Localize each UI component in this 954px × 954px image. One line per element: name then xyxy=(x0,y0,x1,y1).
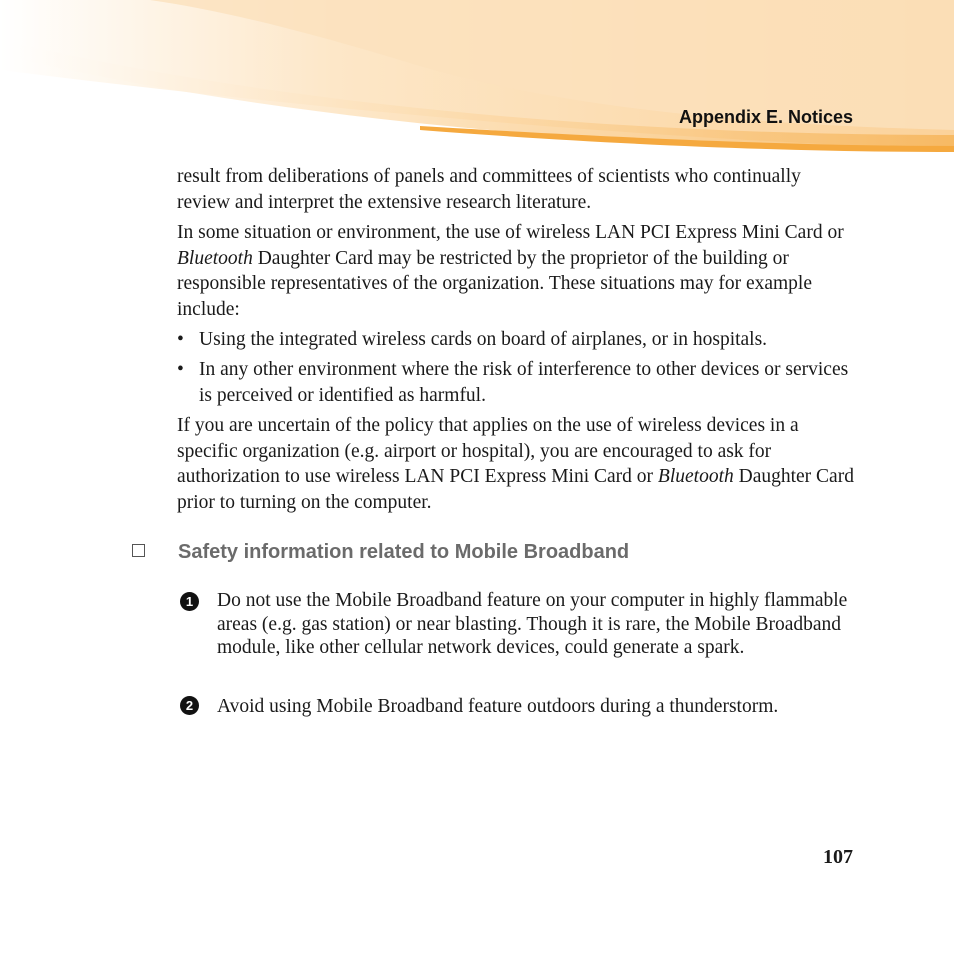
paragraph-restrictions-part-a: In some situation or environment, the use of wireless LAN PCI Express Mini Card or xyxy=(177,222,844,243)
step-number-badge: 1 xyxy=(180,592,199,611)
paragraph-restrictions-part-b: Daughter Card may be restricted by the proprietor of the building or responsible representatives of the organization. These situations may for example include: xyxy=(177,247,813,320)
bullet-marker: • xyxy=(177,359,184,380)
list-item-text: Using the integrated wireless cards on board of airplanes, or in hospitals. xyxy=(199,329,768,350)
section-heading-text: Safety information related to Mobile Broadband xyxy=(178,541,630,563)
paragraph-authorization-part-a: If you are uncertain of the policy that applies on the use of wireless devices in a specific organization (e.g. airport or hospital), you are encouraged to ask for authorization to use wireless LAN PCI Express Mini Card or xyxy=(177,415,799,487)
bluetooth-term: Bluetooth xyxy=(177,247,253,269)
bluetooth-term: Bluetooth xyxy=(657,466,734,487)
bullet-marker: • xyxy=(177,329,184,350)
paragraph-authorization-part-b: Daughter Card prior to turning on the computer. xyxy=(177,466,854,513)
paragraph-restrictions xyxy=(177,220,857,322)
running-header-title: Appendix E. Notices xyxy=(678,107,853,127)
header-decorative-band xyxy=(0,0,954,160)
paragraph-continuation: result from deliberations of panels and committees of scientists who continually review and interpret the extensive research literature. xyxy=(177,166,801,213)
step-number-badge: 2 xyxy=(180,696,199,715)
step-text: Do not use the Mobile Broadband feature on your computer in highly flammable areas (e.g. gas station) or near blasting. Though it is rare, the Mobile Broadband module, like other cellular network devices, could generate a spark. xyxy=(217,590,848,658)
page-number: 107 xyxy=(823,846,853,868)
section-heading xyxy=(132,541,629,564)
paragraph-authorization xyxy=(177,413,857,515)
list-item-text: In any other environment where the risk of interference to other devices or services is perceived or identified as harmful. xyxy=(199,359,849,406)
step-text: Avoid using Mobile Broadband feature outdoors during a thunderstorm. xyxy=(217,696,779,717)
square-bullet-icon xyxy=(132,544,145,557)
